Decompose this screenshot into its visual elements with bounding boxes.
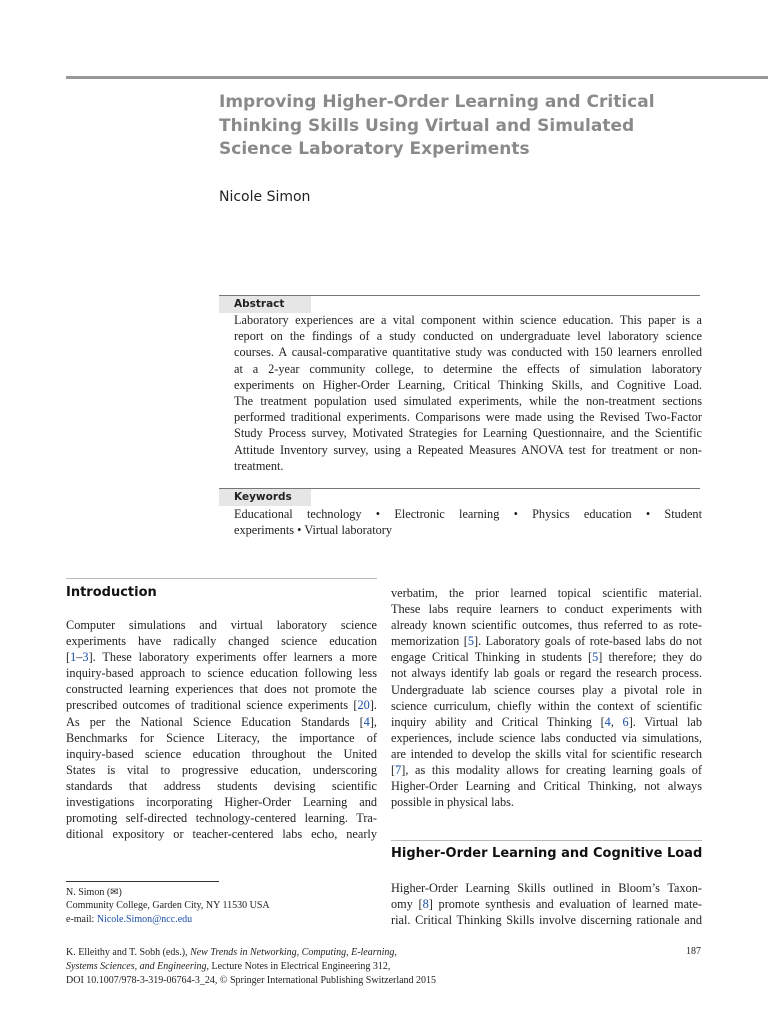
- right-column-line: are intended to develop the skills vital for scientific research: [391, 746, 702, 761]
- footnote-affiliation: Community College, Garden City, NY 11530 USA: [66, 900, 270, 912]
- footer-book-title-2: Systems Sciences, and Engineering: [66, 961, 207, 973]
- right-column-line: possible in physical labs.: [391, 795, 514, 810]
- right-column-line: verbatim, the prior learned topical scientific material.: [391, 586, 702, 600]
- citation-link[interactable]: 3: [82, 650, 89, 665]
- right-column-line: Undergraduate lab science courses play a pivotal role in: [391, 682, 702, 697]
- page-number: 187: [686, 946, 701, 957]
- title-line-1: Improving Higher-Order Learning and Critical: [219, 92, 655, 112]
- title-line-2: Thinking Skills Using Virtual and Simulated: [219, 115, 635, 136]
- right-column-line: Higher-Order Learning and Critical Thinking, not always: [391, 779, 702, 794]
- top-rule: [66, 76, 768, 79]
- author-footnote: [66, 886, 270, 926]
- citation-link[interactable]: 8: [422, 897, 429, 912]
- citation-link[interactable]: 4: [363, 714, 370, 729]
- right-column-line: memorization [5]. Laboratory goals of rote-based labs do not: [391, 634, 703, 649]
- right-column-line: engage Critical Thinking in students [5] therefore; they do: [391, 650, 702, 665]
- keywords-line: Educational technology • Electronic learning • Physics education • Student: [234, 507, 702, 521]
- right-column-line: inquiry ability and Critical Thinking [4, 6]. Virtual lab: [391, 714, 702, 729]
- introduction-line: promoting self-directed technology-centered learning. Tra-: [66, 811, 377, 826]
- right-column-line: not always identify lab goals or regard the research process.: [391, 666, 702, 681]
- title-line-3: Science Laboratory Experiments: [219, 139, 530, 159]
- right-column-line: already known scientific outcomes, thus referred to as rote-: [391, 618, 702, 633]
- abstract-line: Study Process survey, Motivated Strategies for Learning Questionnaire, and the Scientific: [234, 426, 702, 441]
- introduction-line: inquiry-based approach to science education following less: [66, 666, 377, 681]
- footer-line-2: [66, 960, 436, 974]
- abstract-text: [234, 312, 702, 474]
- right-column-line: experiences, include science labs conducted via simulations,: [391, 730, 702, 745]
- introduction-line: Benchmarks for Science Literacy, the importance of: [66, 730, 377, 745]
- footer-editors: K. Elleithy and T. Sobh (eds.),: [66, 947, 191, 958]
- intro-rule: [66, 578, 377, 579]
- introduction-line: investigations incorporating Higher-Order Learning and: [66, 795, 377, 810]
- introduction-line: standards that address students devising scientific: [66, 778, 377, 793]
- introduction-line: ditional expository or teacher-centered labs echo, nearly: [66, 827, 377, 842]
- footnote-rule: [66, 881, 219, 882]
- citation-link[interactable]: 4: [604, 714, 611, 729]
- abstract-label: Abstract: [219, 296, 311, 313]
- abstract-line: experiments on Higher-Order Learning, Critical Thinking Skills, and Cognitive Load.: [234, 377, 702, 392]
- abstract-line: performed traditional experiments. Comparisons were made using the Revised Two-Factor: [234, 410, 702, 425]
- abstract-line: The treatment population used simulated experiments, while the non-treatment sections: [234, 393, 702, 408]
- right-column-body: [391, 585, 702, 810]
- introduction-line: constructed learning experiences that does not promote the: [66, 682, 377, 697]
- footnote-name: N. Simon (✉): [66, 887, 122, 898]
- paper-title: [219, 91, 689, 162]
- introduction-line: inquiry-based science education throughout the United: [66, 746, 377, 761]
- keywords-label: Keywords: [219, 489, 311, 506]
- citation-link[interactable]: 5: [467, 634, 474, 649]
- abstract-line: Attitude Inventory survey, using a Repeated Measures ANOVA test for treatment or non-: [234, 442, 702, 457]
- section2-body: [391, 880, 702, 928]
- footer-book-title-1: New Trends in Networking, Computing, E-learning,: [190, 947, 397, 958]
- citation-link[interactable]: 6: [622, 714, 629, 729]
- footer-line-1: [66, 946, 436, 960]
- footer-line-3: DOI 10.1007/978-3-319-06764-3_24, © Springer International Publishing Switzerland 2015: [66, 975, 437, 987]
- citation-link[interactable]: 5: [592, 650, 599, 665]
- page-footer: [66, 946, 436, 989]
- email-label: e-mail:: [66, 913, 97, 925]
- right-column-line: science curriculum, chiefly within the context of scientific: [391, 698, 702, 713]
- abstract-line: at a 2-year community college, to determine the effects of simulation laboratory: [234, 361, 702, 376]
- section2-line: Higher-Order Learning Skills outlined in Bloom’s Taxon-: [391, 881, 702, 895]
- section2-rule: [391, 840, 702, 841]
- abstract-line: treatment.: [234, 458, 284, 473]
- introduction-line: [1–3]. These laboratory experiments offer learners a more: [66, 650, 377, 665]
- introduction-body: [66, 617, 377, 842]
- author-name: Nicole Simon: [219, 189, 311, 205]
- section-heading-higher-order: Higher-Order Learning and Cognitive Load: [391, 846, 703, 861]
- right-column-line: [7], as this modality allows for creating learning goals of: [391, 763, 702, 778]
- introduction-line: States is vital to progressive education, underscoring: [66, 762, 377, 777]
- introduction-line: As per the National Science Education Standards [4],: [66, 714, 377, 729]
- abstract-line: report on the findings of a study conducted on undergraduate level laboratory science: [234, 329, 702, 344]
- email-link[interactable]: Nicole.Simon@ncc.edu: [96, 913, 193, 925]
- section2-line: rial. Critical Thinking Skills involve discerning rationale and: [391, 913, 702, 928]
- introduction-line: Computer simulations and virtual laboratory science: [66, 618, 377, 632]
- section2-line: omy [8] promote synthesis and evaluation of learned mate-: [391, 897, 703, 912]
- citation-link[interactable]: 1: [70, 650, 77, 665]
- introduction-line: experiments have radically changed science education: [66, 634, 377, 649]
- citation-link[interactable]: 20: [357, 698, 370, 713]
- introduction-line: prescribed outcomes of traditional science experiments [20].: [66, 698, 377, 713]
- footer-series: , Lecture Notes in Electrical Engineering 312,: [206, 961, 391, 973]
- abstract-line: courses. A causal-comparative quantitative study was conducted with 150 learners enrolled: [234, 345, 702, 360]
- right-column-line: These labs require learners to conduct experiments with: [391, 602, 702, 617]
- keywords-text: [234, 506, 702, 538]
- footnote-email-row: [66, 913, 270, 926]
- section-heading-introduction: Introduction: [66, 585, 157, 600]
- citation-link[interactable]: 7: [395, 763, 402, 778]
- keywords-line: experiments • Virtual laboratory: [234, 523, 393, 538]
- abstract-line: Laboratory experiences are a vital component within science education. This paper is a: [234, 313, 702, 327]
